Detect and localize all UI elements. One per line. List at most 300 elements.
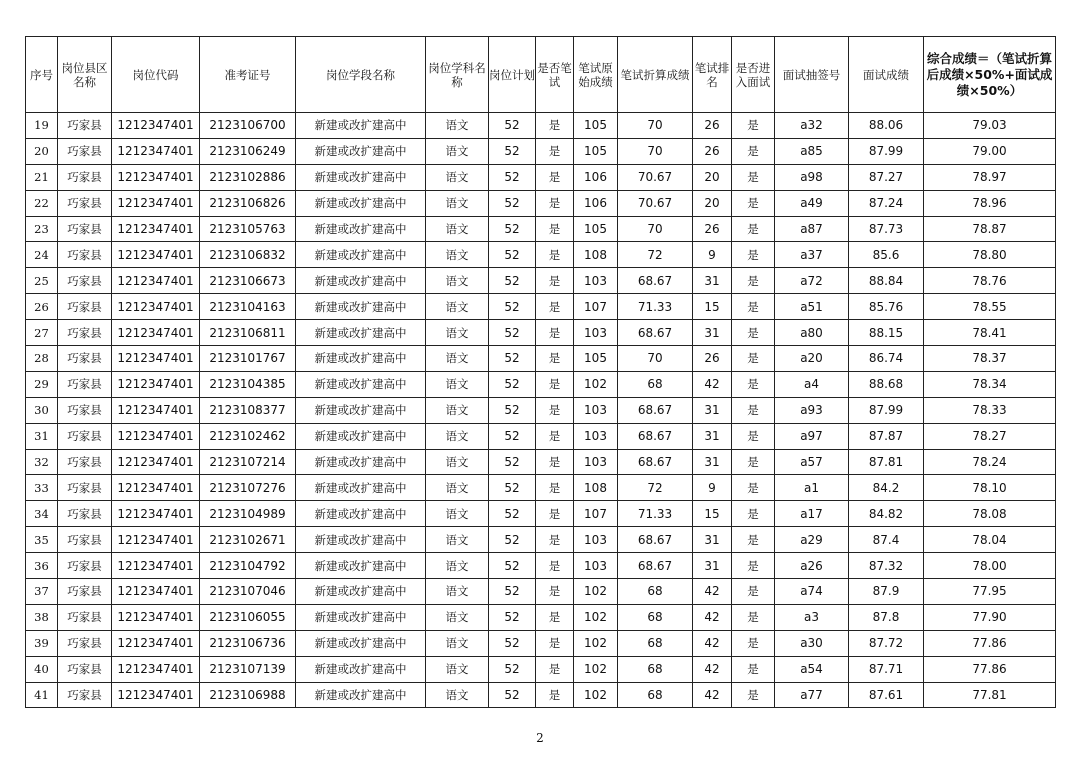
table-cell: 是 — [732, 656, 775, 682]
table-cell: 新建或改扩建高中 — [296, 268, 426, 294]
table-cell: a29 — [775, 527, 849, 553]
table-cell: 71.33 — [618, 294, 693, 320]
table-cell: 新建或改扩建高中 — [296, 579, 426, 605]
table-cell: 78.33 — [924, 397, 1056, 423]
header-cell: 岗位学段名称 — [296, 37, 426, 113]
table-cell: 新建或改扩建高中 — [296, 138, 426, 164]
table-cell: a98 — [775, 164, 849, 190]
table-cell: 31 — [693, 320, 732, 346]
table-cell: 新建或改扩建高中 — [296, 682, 426, 708]
table-cell: 新建或改扩建高中 — [296, 397, 426, 423]
table-cell: 是 — [536, 682, 574, 708]
table-cell: 70.67 — [618, 164, 693, 190]
table-cell: 102 — [574, 371, 618, 397]
table-cell: a85 — [775, 138, 849, 164]
table-cell: 70 — [618, 216, 693, 242]
table-cell: 52 — [489, 113, 536, 139]
table-cell: 87.71 — [849, 656, 924, 682]
table-cell: 是 — [536, 553, 574, 579]
table-cell: a97 — [775, 423, 849, 449]
table-cell: 1212347401 — [112, 138, 200, 164]
table-cell: 70 — [618, 346, 693, 372]
table-cell: 语文 — [426, 346, 489, 372]
table-cell: 巧家县 — [58, 501, 112, 527]
table-cell: 72 — [618, 475, 693, 501]
table-cell: 78.08 — [924, 501, 1056, 527]
table-cell: 1212347401 — [112, 682, 200, 708]
table-cell: 15 — [693, 294, 732, 320]
table-cell: 68.67 — [618, 397, 693, 423]
table-cell: 新建或改扩建高中 — [296, 320, 426, 346]
table-cell: 88.15 — [849, 320, 924, 346]
table-cell: 103 — [574, 527, 618, 553]
table-cell: 语文 — [426, 423, 489, 449]
table-cell: 语文 — [426, 320, 489, 346]
table-cell: 是 — [536, 242, 574, 268]
table-cell: 68.67 — [618, 449, 693, 475]
header-cell: 序号 — [26, 37, 58, 113]
table-cell: a3 — [775, 604, 849, 630]
table-cell: 34 — [26, 501, 58, 527]
table-cell: 2123101767 — [200, 346, 296, 372]
table-cell: 77.95 — [924, 579, 1056, 605]
table-cell: a4 — [775, 371, 849, 397]
table-cell: 103 — [574, 320, 618, 346]
table-row — [26, 527, 1056, 553]
table-cell: 87.73 — [849, 216, 924, 242]
table-cell: 52 — [489, 579, 536, 605]
table-cell: 1212347401 — [112, 113, 200, 139]
table-cell: 是 — [732, 527, 775, 553]
table-cell: 语文 — [426, 604, 489, 630]
table-cell: 1212347401 — [112, 164, 200, 190]
table-cell: 105 — [574, 138, 618, 164]
table-row — [26, 268, 1056, 294]
table-cell: 87.4 — [849, 527, 924, 553]
table-cell: 语文 — [426, 501, 489, 527]
table-cell: 108 — [574, 242, 618, 268]
table-cell: 1212347401 — [112, 527, 200, 553]
table-cell: 70 — [618, 138, 693, 164]
table-cell: 巧家县 — [58, 397, 112, 423]
table-cell: 1212347401 — [112, 604, 200, 630]
table-cell: a54 — [775, 656, 849, 682]
table-cell: 巧家县 — [58, 113, 112, 139]
table-cell: 79.03 — [924, 113, 1056, 139]
header-cell: 岗位学科名称 — [426, 37, 489, 113]
table-cell: 是 — [536, 138, 574, 164]
table-cell: 语文 — [426, 371, 489, 397]
table-cell: 52 — [489, 138, 536, 164]
table-row — [26, 164, 1056, 190]
table-cell: 是 — [732, 630, 775, 656]
table-cell: 15 — [693, 501, 732, 527]
table-cell: 68 — [618, 579, 693, 605]
table-cell: a80 — [775, 320, 849, 346]
header-cell: 是否笔试 — [536, 37, 574, 113]
table-cell: 78.55 — [924, 294, 1056, 320]
table-cell: 24 — [26, 242, 58, 268]
table-row — [26, 604, 1056, 630]
table-cell: 52 — [489, 527, 536, 553]
table-cell: 是 — [732, 449, 775, 475]
table-cell: 1212347401 — [112, 268, 200, 294]
table-cell: 37 — [26, 579, 58, 605]
table-cell: 语文 — [426, 138, 489, 164]
table-cell: 是 — [536, 346, 574, 372]
table-cell: 52 — [489, 216, 536, 242]
table-cell: a72 — [775, 268, 849, 294]
table-cell: 52 — [489, 682, 536, 708]
table-cell: 2123106700 — [200, 113, 296, 139]
table-cell: 1212347401 — [112, 190, 200, 216]
table-cell: 巧家县 — [58, 527, 112, 553]
table-cell: 103 — [574, 397, 618, 423]
table-cell: 32 — [26, 449, 58, 475]
table-cell: 31 — [693, 527, 732, 553]
table-cell: 78.97 — [924, 164, 1056, 190]
table-cell: 2123106832 — [200, 242, 296, 268]
table-cell: 2123102462 — [200, 423, 296, 449]
table-cell: 103 — [574, 268, 618, 294]
table-cell: 107 — [574, 501, 618, 527]
table-cell: 是 — [536, 371, 574, 397]
table-cell: 新建或改扩建高中 — [296, 501, 426, 527]
table-cell: 巧家县 — [58, 630, 112, 656]
table-cell: 52 — [489, 656, 536, 682]
table-cell: 86.74 — [849, 346, 924, 372]
header-cell: 是否进入面试 — [732, 37, 775, 113]
table-cell: 88.84 — [849, 268, 924, 294]
table-cell: 是 — [536, 423, 574, 449]
table-cell: 2123105763 — [200, 216, 296, 242]
table-cell: 语文 — [426, 164, 489, 190]
table-cell: 52 — [489, 501, 536, 527]
table-cell: 87.81 — [849, 449, 924, 475]
header-cell: 笔试排名 — [693, 37, 732, 113]
table-row — [26, 449, 1056, 475]
table-cell: 2123107139 — [200, 656, 296, 682]
table-cell: 78.00 — [924, 553, 1056, 579]
table-row — [26, 475, 1056, 501]
table-cell: 42 — [693, 579, 732, 605]
table-cell: 78.76 — [924, 268, 1056, 294]
table-cell: 语文 — [426, 242, 489, 268]
table-cell: a74 — [775, 579, 849, 605]
table-cell: 107 — [574, 294, 618, 320]
table-cell: 是 — [536, 294, 574, 320]
table-cell: 29 — [26, 371, 58, 397]
table-cell: a49 — [775, 190, 849, 216]
table-cell: 语文 — [426, 656, 489, 682]
table-cell: 新建或改扩建高中 — [296, 527, 426, 553]
table-row — [26, 630, 1056, 656]
table-cell: a57 — [775, 449, 849, 475]
table-cell: 新建或改扩建高中 — [296, 553, 426, 579]
table-cell: 19 — [26, 113, 58, 139]
table-cell: 102 — [574, 630, 618, 656]
table-cell: 2123108377 — [200, 397, 296, 423]
table-cell: 33 — [26, 475, 58, 501]
table-cell: 是 — [732, 113, 775, 139]
table-cell: 26 — [693, 216, 732, 242]
table-cell: 88.68 — [849, 371, 924, 397]
table-cell: 2123107046 — [200, 579, 296, 605]
table-cell: 语文 — [426, 682, 489, 708]
table-cell: 语文 — [426, 579, 489, 605]
table-cell: 40 — [26, 656, 58, 682]
table-cell: 2123106055 — [200, 604, 296, 630]
header-cell: 笔试原始成绩 — [574, 37, 618, 113]
table-cell: 是 — [536, 630, 574, 656]
table-cell: 语文 — [426, 294, 489, 320]
table-cell: 52 — [489, 164, 536, 190]
table-cell: 新建或改扩建高中 — [296, 371, 426, 397]
header-cell: 岗位代码 — [112, 37, 200, 113]
table-row — [26, 320, 1056, 346]
table-cell: 是 — [732, 294, 775, 320]
table-cell: 2123107214 — [200, 449, 296, 475]
table-cell: 78.87 — [924, 216, 1056, 242]
table-cell: 42 — [693, 371, 732, 397]
table-cell: 巧家县 — [58, 268, 112, 294]
table-cell: 巧家县 — [58, 138, 112, 164]
table-cell: 2123104792 — [200, 553, 296, 579]
table-cell: 105 — [574, 113, 618, 139]
table-cell: 102 — [574, 604, 618, 630]
table-cell: 1212347401 — [112, 630, 200, 656]
table-cell: a26 — [775, 553, 849, 579]
table-cell: 是 — [732, 320, 775, 346]
table-cell: 2123104989 — [200, 501, 296, 527]
table-cell: 是 — [732, 604, 775, 630]
table-cell: 78.24 — [924, 449, 1056, 475]
table-cell: 68.67 — [618, 320, 693, 346]
header-cell-composite-score: 综合成绩＝（笔试折算后成绩×50%+面试成绩×50%） — [924, 37, 1056, 113]
table-cell: 是 — [536, 268, 574, 294]
table-cell: 2123106811 — [200, 320, 296, 346]
table-row — [26, 682, 1056, 708]
table-cell: 106 — [574, 190, 618, 216]
table-cell: 31 — [693, 449, 732, 475]
table-cell: 78.10 — [924, 475, 1056, 501]
table-body — [26, 113, 1056, 708]
table-cell: 42 — [693, 656, 732, 682]
header-cell: 面试抽签号 — [775, 37, 849, 113]
table-cell: 102 — [574, 682, 618, 708]
table-cell: 是 — [536, 527, 574, 553]
table-cell: 是 — [732, 371, 775, 397]
table-cell: 巧家县 — [58, 604, 112, 630]
table-cell: 52 — [489, 423, 536, 449]
table-cell: 106 — [574, 164, 618, 190]
table-cell: 是 — [732, 164, 775, 190]
table-cell: 1212347401 — [112, 501, 200, 527]
table-cell: 108 — [574, 475, 618, 501]
table-cell: 巧家县 — [58, 475, 112, 501]
table-cell: 巧家县 — [58, 294, 112, 320]
table-cell: 2123104385 — [200, 371, 296, 397]
table-cell: 新建或改扩建高中 — [296, 242, 426, 268]
table-row — [26, 501, 1056, 527]
table-cell: 是 — [536, 164, 574, 190]
table-cell: 68.67 — [618, 423, 693, 449]
table-cell: 85.6 — [849, 242, 924, 268]
table-row — [26, 190, 1056, 216]
table-cell: 语文 — [426, 190, 489, 216]
header-cell: 准考证号 — [200, 37, 296, 113]
table-cell: 68.67 — [618, 553, 693, 579]
table-cell: 78.27 — [924, 423, 1056, 449]
table-cell: 31 — [26, 423, 58, 449]
table-cell: 84.82 — [849, 501, 924, 527]
table-cell: 103 — [574, 423, 618, 449]
table-cell: 语文 — [426, 216, 489, 242]
table-cell: 68.67 — [618, 527, 693, 553]
table-cell: 是 — [732, 579, 775, 605]
table-cell: 77.81 — [924, 682, 1056, 708]
table-cell: 52 — [489, 190, 536, 216]
table-cell: 2123106673 — [200, 268, 296, 294]
header-row — [26, 37, 1056, 113]
table-cell: 巧家县 — [58, 371, 112, 397]
table-cell: 巧家县 — [58, 346, 112, 372]
table-row — [26, 216, 1056, 242]
table-cell: 77.86 — [924, 656, 1056, 682]
table-cell: 9 — [693, 475, 732, 501]
table-cell: 2123106988 — [200, 682, 296, 708]
table-cell: 巧家县 — [58, 164, 112, 190]
table-cell: 是 — [732, 268, 775, 294]
table-cell: 88.06 — [849, 113, 924, 139]
table-cell: 71.33 — [618, 501, 693, 527]
table-cell: 是 — [732, 216, 775, 242]
table-row — [26, 346, 1056, 372]
table-cell: 68.67 — [618, 268, 693, 294]
table-cell: 新建或改扩建高中 — [296, 449, 426, 475]
table-cell: 语文 — [426, 527, 489, 553]
table-cell: a20 — [775, 346, 849, 372]
table-cell: 新建或改扩建高中 — [296, 604, 426, 630]
table-cell: a17 — [775, 501, 849, 527]
table-cell: 新建或改扩建高中 — [296, 294, 426, 320]
table-row — [26, 423, 1056, 449]
table-cell: 是 — [732, 423, 775, 449]
table-cell: 79.00 — [924, 138, 1056, 164]
table-cell: 87.24 — [849, 190, 924, 216]
table-cell: 102 — [574, 656, 618, 682]
table-cell: 2123106826 — [200, 190, 296, 216]
table-cell: 新建或改扩建高中 — [296, 113, 426, 139]
table-cell: 52 — [489, 346, 536, 372]
table-cell: 52 — [489, 294, 536, 320]
table-cell: 27 — [26, 320, 58, 346]
table-row — [26, 397, 1056, 423]
table-cell: 78.41 — [924, 320, 1056, 346]
table-cell: 语文 — [426, 113, 489, 139]
table-cell: 52 — [489, 371, 536, 397]
table-cell: 20 — [693, 164, 732, 190]
table-cell: 87.9 — [849, 579, 924, 605]
table-cell: 103 — [574, 449, 618, 475]
header-cell: 岗位县区名称 — [58, 37, 112, 113]
table-cell: 是 — [536, 320, 574, 346]
table-cell: 新建或改扩建高中 — [296, 346, 426, 372]
table-cell: 87.99 — [849, 138, 924, 164]
table-cell: 是 — [732, 682, 775, 708]
table-cell: 25 — [26, 268, 58, 294]
table-cell: 87.32 — [849, 553, 924, 579]
table-cell: 是 — [536, 216, 574, 242]
header-cell: 面试成绩 — [849, 37, 924, 113]
table-cell: 2123107276 — [200, 475, 296, 501]
table-cell: 87.99 — [849, 397, 924, 423]
table-cell: 77.86 — [924, 630, 1056, 656]
table-cell: 84.2 — [849, 475, 924, 501]
table-cell: 105 — [574, 346, 618, 372]
table-cell: 1212347401 — [112, 475, 200, 501]
table-cell: 是 — [732, 553, 775, 579]
table-cell: 78.04 — [924, 527, 1056, 553]
table-cell: 巧家县 — [58, 553, 112, 579]
table-row — [26, 371, 1056, 397]
table-cell: 68 — [618, 682, 693, 708]
table-cell: 9 — [693, 242, 732, 268]
table-cell: 52 — [489, 397, 536, 423]
table-cell: 21 — [26, 164, 58, 190]
table-row — [26, 294, 1056, 320]
table-cell: 78.80 — [924, 242, 1056, 268]
table-cell: 70 — [618, 113, 693, 139]
table-cell: 26 — [693, 113, 732, 139]
table-cell: 语文 — [426, 630, 489, 656]
table-row — [26, 579, 1056, 605]
table-cell: 1212347401 — [112, 320, 200, 346]
table-cell: 是 — [536, 501, 574, 527]
table-cell: 78.96 — [924, 190, 1056, 216]
table-cell: 巧家县 — [58, 423, 112, 449]
table-cell: 52 — [489, 320, 536, 346]
table-cell: a93 — [775, 397, 849, 423]
table-row — [26, 113, 1056, 139]
table-cell: 1212347401 — [112, 423, 200, 449]
table-cell: 103 — [574, 553, 618, 579]
table-cell: 87.61 — [849, 682, 924, 708]
table-cell: 36 — [26, 553, 58, 579]
header-cell: 笔试折算成绩 — [618, 37, 693, 113]
table-cell: 1212347401 — [112, 553, 200, 579]
header-cell: 岗位计划 — [489, 37, 536, 113]
table-cell: 39 — [26, 630, 58, 656]
table-cell: 是 — [536, 656, 574, 682]
table-cell: a51 — [775, 294, 849, 320]
table-cell: 20 — [26, 138, 58, 164]
table-cell: 78.37 — [924, 346, 1056, 372]
table-cell: 巧家县 — [58, 449, 112, 475]
table-cell: 52 — [489, 268, 536, 294]
table-cell: 87.87 — [849, 423, 924, 449]
table-cell: 23 — [26, 216, 58, 242]
table-cell: 1212347401 — [112, 216, 200, 242]
table-cell: a32 — [775, 113, 849, 139]
table-cell: 新建或改扩建高中 — [296, 630, 426, 656]
table-cell: 87.27 — [849, 164, 924, 190]
table-cell: 70.67 — [618, 190, 693, 216]
table-cell: 52 — [489, 475, 536, 501]
table-cell: 30 — [26, 397, 58, 423]
table-cell: 77.90 — [924, 604, 1056, 630]
table-cell: a37 — [775, 242, 849, 268]
